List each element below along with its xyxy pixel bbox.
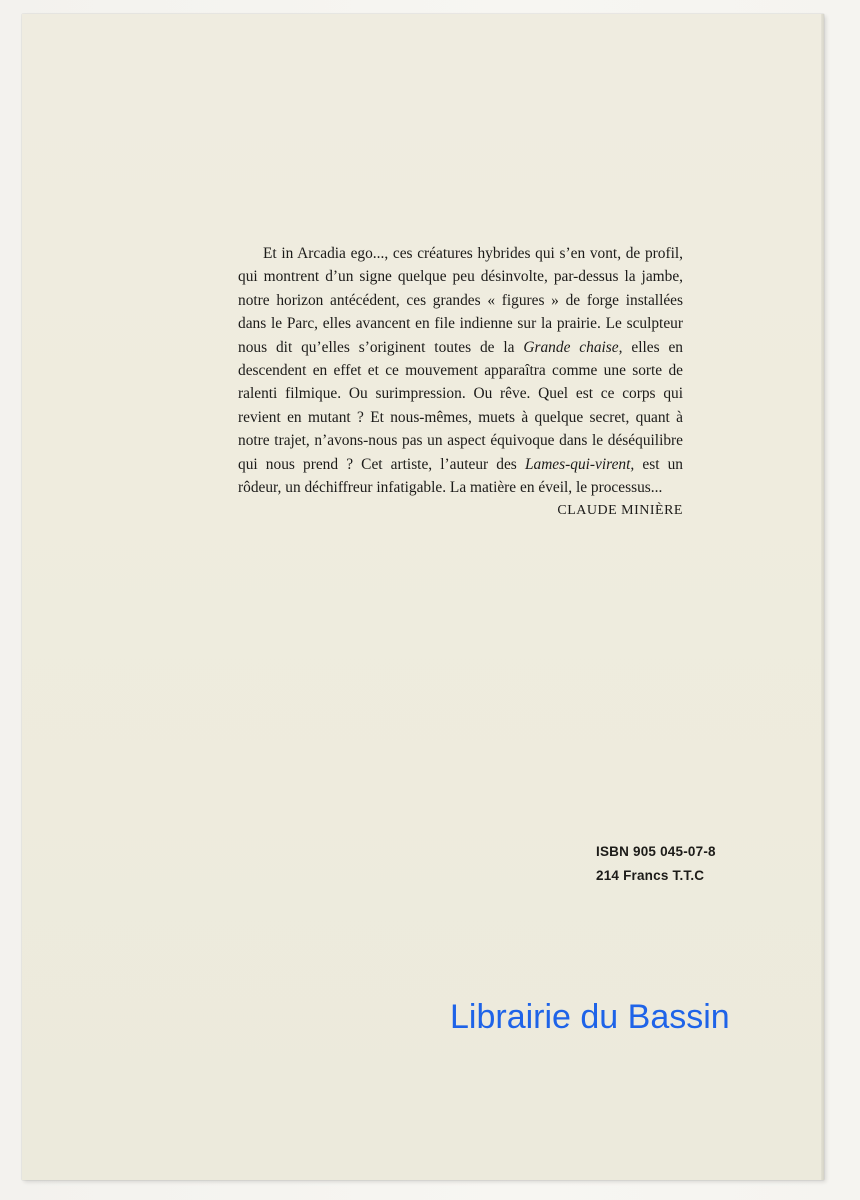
blurb-text-part-2: elles en descendent en effet et ce mouvement apparaîtra comme une sorte de ralenti filmique. Ou surimpression. Ou rêve. Quel est ce corps qui revient en mutant ? Et nous-mêmes, muets à quelque secret, quant à notre trajet, n’avons-nous pas un aspect équivoque dans le déséquilibre qui nous prend ? Cet artiste, l’auteur des: [238, 338, 683, 473]
isbn-number: ISBN 905 045-07-8: [596, 844, 716, 859]
cover-edge-shadow: [821, 14, 824, 1180]
blurb-paragraph: [238, 242, 683, 499]
blurb-text-block: [238, 242, 683, 523]
blurb-title-grande-chaise: Grande chaise,: [523, 338, 623, 356]
bookseller-watermark: Librairie du Bassin: [450, 998, 730, 1036]
author-signature: CLAUDE MINIÈRE: [557, 503, 683, 519]
blurb-text-part-3: est un rôdeur, un déchiffreur infatigable. La matière en éveil, le processus...: [238, 455, 684, 497]
blurb-text-part-1: Et in Arcadia ego..., ces créatures hybrides qui s’en vont, de profil, qui montrent d’un signe quelque peu désinvolte, par-dessus la jambe, notre horizon antécédent, ces grandes « figures » de forge installées dans le Parc, elles avancent en file indienne sur la prairie. Le sculpteur nous dit qu’elles s’originent toutes de la: [238, 245, 683, 356]
isbn-price-block: [596, 840, 756, 888]
blurb-title-lames-qui-virent: Lames-qui-virent,: [524, 455, 635, 473]
price-label: 214 Francs T.T.C: [596, 868, 705, 883]
